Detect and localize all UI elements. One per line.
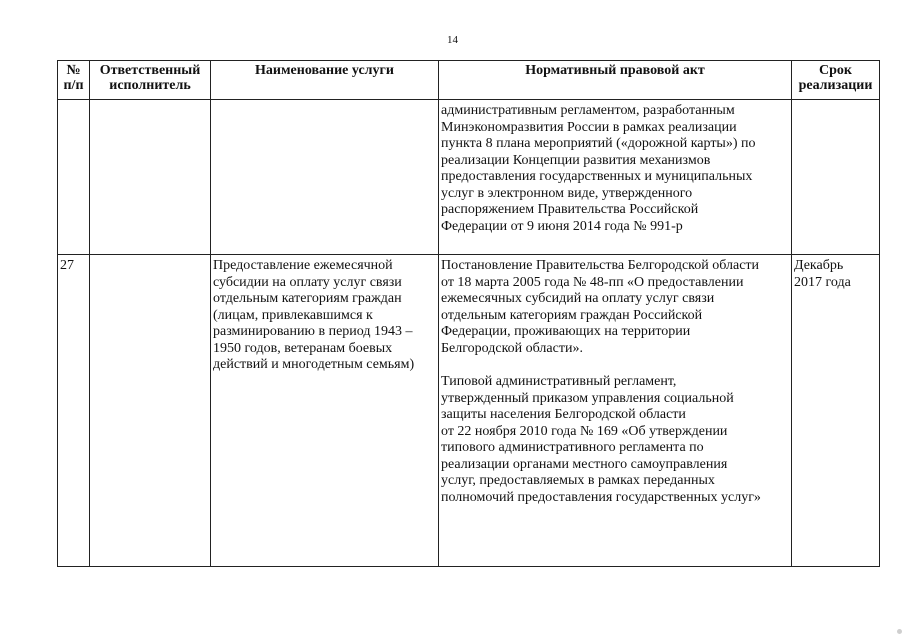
row-act-text: Постановление Правительства Белгородской области от 18 марта 2005 года № 48-пп «О предоставлении ежемесячных субсидий на оплату услуг связи отдельным категориям граждан Российской Федерации, проживающих на территории Белгородской области». bbox=[441, 258, 760, 356]
row-term-cell bbox=[792, 100, 880, 255]
services-table bbox=[57, 60, 880, 567]
row-act-cell bbox=[439, 255, 792, 567]
header-executor-label: Ответственный исполнитель bbox=[99, 63, 201, 93]
row-term-cell bbox=[792, 255, 880, 567]
table-header-row bbox=[58, 61, 880, 100]
scan-edge-mark bbox=[897, 629, 902, 634]
row-act-text: Типовой административный регламент, утвержденный приказом управления социальной защиты населения Белгородской области от 22 ноября 2010 года № 169 «Об утверждении типового административного регламента по реализации органами местного самоуправления услуг, предоставляемых в рамках переданных полномочий предоставления государственных услуг» bbox=[441, 374, 761, 505]
header-act-label: Нормативный правовой акт bbox=[525, 63, 705, 78]
row-executor-cell bbox=[90, 100, 211, 255]
header-service-label: Наименование услуги bbox=[255, 63, 394, 78]
row-act-cell bbox=[439, 100, 792, 255]
row-number: 27 bbox=[60, 258, 74, 273]
row-term: Декабрь 2017 года bbox=[794, 258, 851, 290]
header-service bbox=[211, 61, 439, 100]
row-service-cell bbox=[211, 100, 439, 255]
row-number-cell bbox=[58, 100, 90, 255]
header-number-label: № п/п bbox=[63, 63, 84, 93]
table-row bbox=[58, 100, 880, 255]
header-executor bbox=[90, 61, 211, 100]
header-term-label: Срок реализации bbox=[798, 63, 873, 93]
header-number bbox=[58, 61, 90, 100]
table-row bbox=[58, 255, 880, 567]
row-service-cell bbox=[211, 255, 439, 567]
row-executor-cell bbox=[90, 255, 211, 567]
header-act bbox=[439, 61, 792, 100]
row-service: Предоставление ежемесячной субсидии на оплату услуг связи отдельным категориям граждан (лицам, привлекавшимся к разминированию в период 1943 – 1950 годов, ветеранам боевых действий и многодетным семьям) bbox=[213, 258, 415, 372]
row-number-cell bbox=[58, 255, 90, 567]
page-number: 14 bbox=[447, 34, 458, 46]
row-act-text: административным регламентом, разработанным Минэкономразвития России в рамках реализации пункта 8 плана мероприятий («дорожной карты») по реализации Концепции развития механизмов предоставления государственных и муниципальных услуг в электронном виде, утвержденного распоряжением Правительства Российской Федерации от 9 июня 2014 года № 991-р bbox=[441, 103, 756, 234]
header-term bbox=[792, 61, 880, 100]
